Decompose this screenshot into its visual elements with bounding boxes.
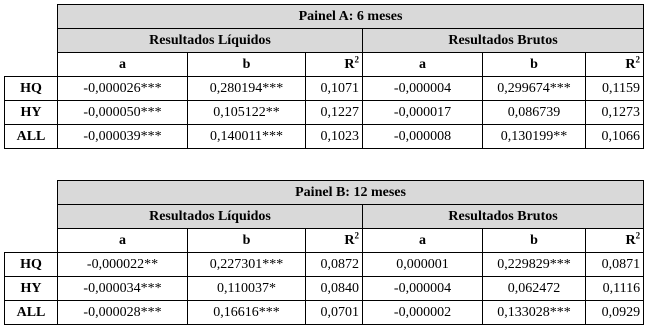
group-header-liquidos: Resultados Líquidos	[58, 205, 363, 229]
value-cell: 0,229829***	[483, 253, 586, 277]
table-row	[5, 301, 644, 325]
group-header-row	[5, 205, 644, 229]
value-cell: -0,000034***	[58, 277, 188, 301]
value-cell: 0,299674***	[483, 77, 586, 101]
corner-cell	[5, 205, 58, 229]
coef-header-b: b	[188, 229, 306, 253]
panel-title-row	[5, 5, 644, 29]
group-header-liquidos: Resultados Líquidos	[58, 29, 363, 53]
corner-cell	[5, 53, 58, 77]
coef-header-a: a	[363, 53, 483, 77]
coef-header-r2	[586, 229, 644, 253]
coef-header-a: a	[58, 229, 188, 253]
coef-header-r2	[306, 53, 363, 77]
value-cell: 0,227301***	[188, 253, 306, 277]
table-row	[5, 77, 644, 101]
row-label: HY	[5, 101, 58, 125]
value-cell: 0,1071	[306, 77, 363, 101]
coef-header-a: a	[363, 229, 483, 253]
coef-header-row	[5, 53, 644, 77]
corner-cell	[5, 29, 58, 53]
value-cell: 0,110037*	[188, 277, 306, 301]
coef-header-a: a	[58, 53, 188, 77]
value-cell: 0,0871	[586, 253, 644, 277]
r-superscript: 2	[635, 229, 641, 240]
value-cell: 0,062472	[483, 277, 586, 301]
r-label: R	[344, 56, 355, 72]
value-cell: -0,000008	[363, 125, 483, 149]
panel-title-row	[5, 181, 644, 205]
r-label: R	[625, 56, 636, 72]
panel-title: Painel A: 6 meses	[58, 5, 644, 29]
value-cell: 0,000001	[363, 253, 483, 277]
table-row	[5, 125, 644, 149]
value-cell: -0,000022**	[58, 253, 188, 277]
row-label: ALL	[5, 301, 58, 325]
value-cell: -0,000004	[363, 77, 483, 101]
panel-b-table	[4, 180, 644, 325]
coef-header-r2	[586, 53, 644, 77]
value-cell: 0,0840	[306, 277, 363, 301]
r-superscript: 2	[354, 53, 359, 64]
value-cell: 0,1159	[586, 77, 644, 101]
r-superscript: 2	[635, 53, 641, 64]
value-cell: 0,1066	[586, 125, 644, 149]
panel-a-table	[4, 4, 644, 149]
panel-title: Painel B: 12 meses	[58, 181, 644, 205]
coef-header-b: b	[483, 229, 586, 253]
group-header-brutos: Resultados Brutos	[363, 205, 644, 229]
row-label: HQ	[5, 77, 58, 101]
value-cell: 0,130199**	[483, 125, 586, 149]
value-cell: 0,1023	[306, 125, 363, 149]
value-cell: -0,000017	[363, 101, 483, 125]
row-label: HQ	[5, 253, 58, 277]
group-header-row	[5, 29, 644, 53]
value-cell: 0,1116	[586, 277, 644, 301]
coef-header-b: b	[483, 53, 586, 77]
row-label: ALL	[5, 125, 58, 149]
value-cell: -0,000004	[363, 277, 483, 301]
value-cell: 0,133028***	[483, 301, 586, 325]
value-cell: 0,140011***	[188, 125, 306, 149]
value-cell: 0,16616***	[188, 301, 306, 325]
value-cell: -0,000028***	[58, 301, 188, 325]
value-cell: 0,1227	[306, 101, 363, 125]
value-cell: 0,0929	[586, 301, 644, 325]
value-cell: -0,000002	[363, 301, 483, 325]
value-cell: 0,280194***	[188, 77, 306, 101]
corner-cell	[5, 181, 58, 205]
value-cell: -0,000026***	[58, 77, 188, 101]
corner-cell	[5, 5, 58, 29]
r-superscript: 2	[354, 229, 359, 240]
value-cell: 0,105122**	[188, 101, 306, 125]
r-label: R	[625, 232, 636, 248]
corner-cell	[5, 229, 58, 253]
value-cell: -0,000050***	[58, 101, 188, 125]
coef-header-b: b	[188, 53, 306, 77]
value-cell: -0,000039***	[58, 125, 188, 149]
table-row	[5, 253, 644, 277]
value-cell: 0,0701	[306, 301, 363, 325]
row-label: HY	[5, 277, 58, 301]
coef-header-r2	[306, 229, 363, 253]
coef-header-row	[5, 229, 644, 253]
value-cell: 0,0872	[306, 253, 363, 277]
value-cell: 0,1273	[586, 101, 644, 125]
value-cell: 0,086739	[483, 101, 586, 125]
r-label: R	[344, 232, 355, 248]
table-row	[5, 101, 644, 125]
table-row	[5, 277, 644, 301]
group-header-brutos: Resultados Brutos	[363, 29, 644, 53]
